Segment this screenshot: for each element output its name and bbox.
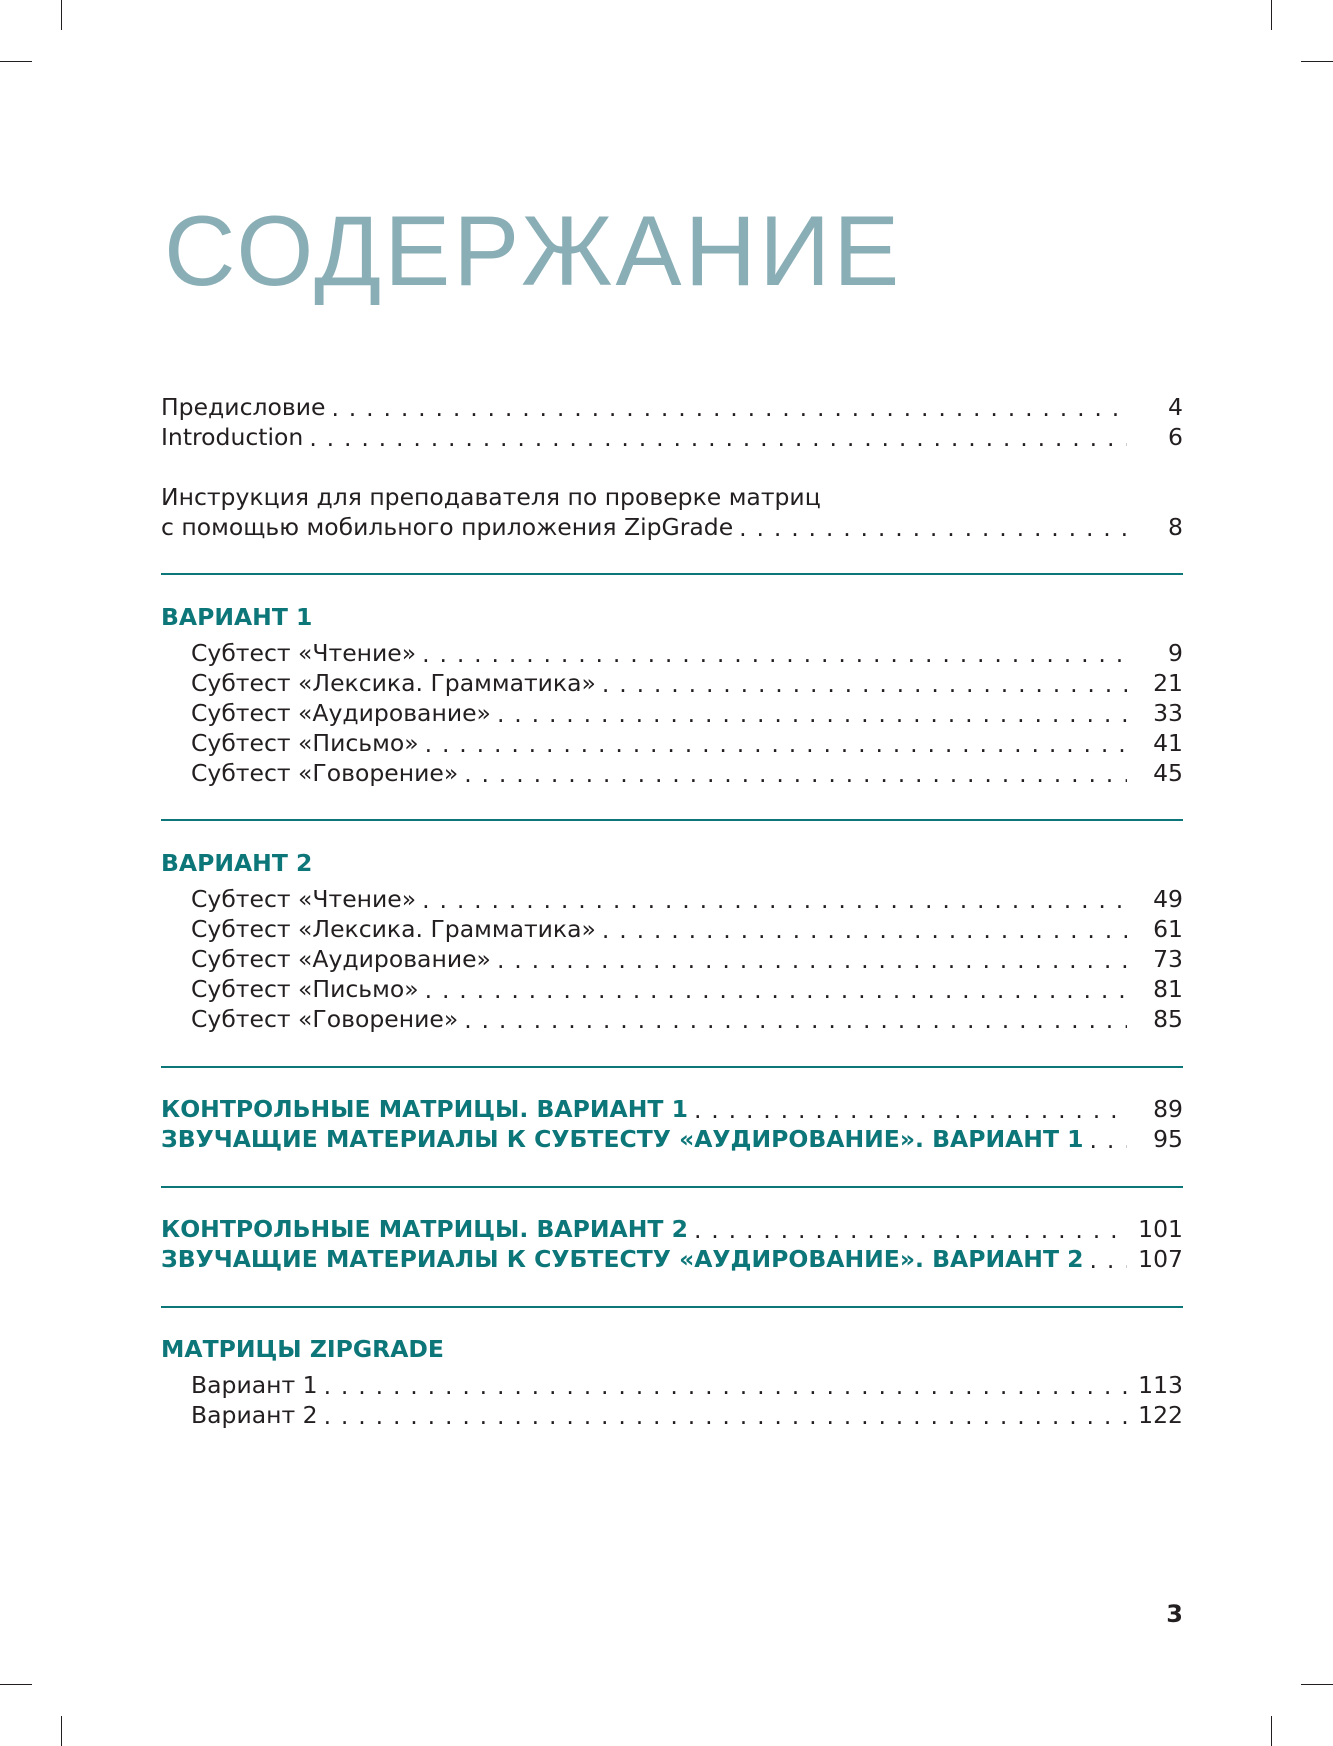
dot-leader [309, 423, 1127, 453]
dot-leader [331, 393, 1127, 423]
toc-entry-control-matrices-1[interactable] [161, 1094, 1183, 1124]
toc-entry-page: 85 [1153, 1005, 1183, 1033]
toc-entry-label: Introduction [161, 423, 304, 451]
toc-entry-label: КОНТРОЛЬНЫЕ МАТРИЦЫ. ВАРИАНТ 2 [161, 1215, 688, 1243]
toc-entry-control-matrices-2[interactable] [161, 1214, 1183, 1244]
dot-leader [425, 729, 1127, 759]
toc-entry-label: Субтест «Письмо» [191, 975, 419, 1003]
dot-leader [324, 1371, 1127, 1401]
toc-entry-label: с помощью мобильного приложения ZipGrade [161, 513, 734, 541]
toc-entry[interactable] [191, 758, 1183, 788]
toc-entry[interactable] [191, 728, 1183, 758]
toc-entry-page: 95 [1153, 1125, 1183, 1153]
dot-leader [497, 699, 1127, 729]
crop-mark [61, 1716, 62, 1746]
toc-entry-label: Субтест «Аудирование» [191, 945, 491, 973]
toc-entry-page: 8 [1168, 513, 1183, 541]
dot-leader [422, 639, 1127, 669]
toc-entry[interactable] [191, 884, 1183, 914]
toc-entry-introduction[interactable] [161, 422, 1183, 452]
toc-entry-label: Вариант 1 [191, 1371, 318, 1399]
toc-entry[interactable] [191, 698, 1183, 728]
section-divider [161, 1306, 1183, 1308]
toc-entry[interactable] [191, 944, 1183, 974]
toc-entry-label: ЗВУЧАЩИЕ МАТЕРИАЛЫ К СУБТЕСТУ «АУДИРОВАНИЕ». ВАРИАНТ 1 [161, 1125, 1084, 1153]
toc-entry[interactable] [191, 914, 1183, 944]
toc-entry-label: Субтест «Лексика. Грамматика» [191, 669, 596, 697]
crop-mark [1271, 1716, 1272, 1746]
dot-leader [422, 885, 1127, 915]
toc-entry-page: 101 [1138, 1215, 1183, 1243]
toc-entry-audio-materials-2[interactable] [161, 1244, 1183, 1274]
toc-entry[interactable] [191, 1004, 1183, 1034]
section-heading-variant-1[interactable]: ВАРИАНТ 1 [161, 603, 313, 631]
crop-mark [1301, 61, 1333, 62]
toc-entry-page: 41 [1153, 729, 1183, 757]
dot-leader [1090, 1245, 1127, 1275]
toc-entry-page: 45 [1153, 759, 1183, 787]
dot-leader [694, 1095, 1127, 1125]
toc-entry[interactable] [191, 638, 1183, 668]
dot-leader [1090, 1125, 1127, 1155]
toc-entry[interactable] [191, 1400, 1183, 1430]
toc-entry-page: 33 [1153, 699, 1183, 727]
section-divider [161, 573, 1183, 575]
section-divider [161, 1186, 1183, 1188]
toc-entry-page: 9 [1168, 639, 1183, 667]
dot-leader [602, 669, 1127, 699]
dot-leader [497, 945, 1127, 975]
toc-entry-preface[interactable] [161, 392, 1183, 422]
toc-entry-label: Предисловие [161, 393, 326, 421]
toc-entry-page: 6 [1168, 423, 1183, 451]
page-title: СОДЕРЖАНИЕ [164, 195, 903, 306]
toc-entry-label: Вариант 2 [191, 1401, 318, 1429]
toc-entry-label: Субтест «Лексика. Грамматика» [191, 915, 596, 943]
toc-entry[interactable] [191, 974, 1183, 1004]
toc-entry-label: КОНТРОЛЬНЫЕ МАТРИЦЫ. ВАРИАНТ 1 [161, 1095, 688, 1123]
toc-entry-label: ЗВУЧАЩИЕ МАТЕРИАЛЫ К СУБТЕСТУ «АУДИРОВАНИЕ». ВАРИАНТ 2 [161, 1245, 1084, 1273]
toc-entry[interactable] [191, 668, 1183, 698]
dot-leader [464, 1005, 1127, 1035]
dot-leader [464, 759, 1127, 789]
crop-mark [1271, 0, 1272, 30]
crop-mark [0, 1684, 32, 1685]
toc-entry-page: 107 [1138, 1245, 1183, 1273]
toc-entry-page: 122 [1138, 1401, 1183, 1429]
section-divider [161, 1066, 1183, 1068]
toc-entry-page: 49 [1153, 885, 1183, 913]
page-number: 3 [1166, 1600, 1183, 1628]
toc-entry[interactable] [191, 1370, 1183, 1400]
crop-mark [61, 0, 62, 30]
dot-leader [602, 915, 1127, 945]
toc-entry-page: 21 [1153, 669, 1183, 697]
toc-entry-page: 73 [1153, 945, 1183, 973]
toc-entry-label: Субтест «Чтение» [191, 885, 417, 913]
toc-entry-page: 81 [1153, 975, 1183, 1003]
dot-leader [324, 1401, 1127, 1431]
toc-entry-page: 89 [1153, 1095, 1183, 1123]
toc-entry-label: Субтест «Говорение» [191, 1005, 459, 1033]
crop-mark [0, 61, 32, 62]
toc-entry-page: 61 [1153, 915, 1183, 943]
section-heading-variant-2[interactable]: ВАРИАНТ 2 [161, 849, 313, 877]
toc-entry-instruction[interactable] [161, 512, 1183, 542]
toc-entry-label: Субтест «Письмо» [191, 729, 419, 757]
section-heading-zipgrade[interactable]: МАТРИЦЫ ZIPGRADE [161, 1335, 444, 1363]
toc-entry-label: Субтест «Чтение» [191, 639, 417, 667]
toc-entry-page: 4 [1168, 393, 1183, 421]
dot-leader [739, 513, 1127, 543]
toc-entry-label: Субтест «Говорение» [191, 759, 459, 787]
toc-entry-instruction-line1[interactable]: Инструкция для преподавателя по проверке матриц [161, 483, 821, 511]
dot-leader [694, 1215, 1127, 1245]
toc-entry-label: Субтест «Аудирование» [191, 699, 491, 727]
toc-entry-audio-materials-1[interactable] [161, 1124, 1183, 1154]
crop-mark [1301, 1684, 1333, 1685]
section-divider [161, 819, 1183, 821]
toc-entry-page: 113 [1138, 1371, 1183, 1399]
dot-leader [425, 975, 1127, 1005]
